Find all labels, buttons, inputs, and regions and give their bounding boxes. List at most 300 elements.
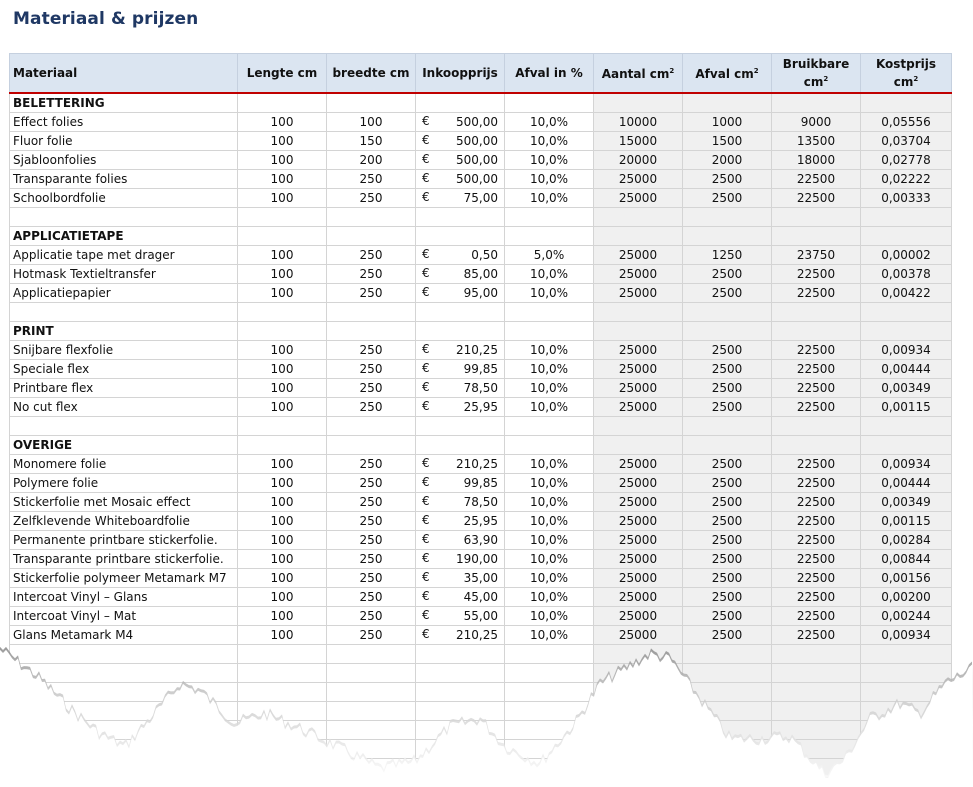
cell-inkoopprijs[interactable] <box>416 588 505 607</box>
cell-kostprijs[interactable]: 0,00200 <box>861 588 952 607</box>
table-cell[interactable] <box>505 436 594 455</box>
col-header-aantal[interactable] <box>594 54 683 94</box>
cell-breedte[interactable]: 150 <box>327 132 416 151</box>
cell-kostprijs[interactable]: 0,00444 <box>861 474 952 493</box>
col-header-afval-cm[interactable] <box>683 54 772 94</box>
cell-materiaal[interactable]: Snijbare flexfolie <box>10 341 238 360</box>
cell-aantal[interactable]: 25000 <box>594 512 683 531</box>
cell-afval-pct[interactable]: 10,0% <box>505 132 594 151</box>
cell-breedte[interactable]: 250 <box>327 626 416 645</box>
cell-breedte[interactable]: 250 <box>327 531 416 550</box>
cell-breedte[interactable]: 250 <box>327 512 416 531</box>
cell-afval-pct[interactable]: 10,0% <box>505 170 594 189</box>
cell-inkoopprijs[interactable] <box>416 113 505 132</box>
squared-mark: 2 <box>823 74 829 83</box>
section-title[interactable]: BELETTERING <box>10 93 238 113</box>
cell-materiaal[interactable]: Polymere folie <box>10 474 238 493</box>
cell-inkoopprijs[interactable] <box>416 189 505 208</box>
cell-breedte[interactable]: 250 <box>327 588 416 607</box>
table-cell[interactable] <box>238 93 327 113</box>
cell-aantal[interactable]: 25000 <box>594 398 683 417</box>
cell-aantal[interactable]: 25000 <box>594 607 683 626</box>
cell-afval-cm[interactable]: 2500 <box>683 569 772 588</box>
table-cell[interactable] <box>416 93 505 113</box>
cell-kostprijs[interactable]: 0,00378 <box>861 265 952 284</box>
table-cell[interactable] <box>772 93 861 113</box>
table-cell[interactable] <box>238 303 327 322</box>
cell-afval-pct[interactable]: 10,0% <box>505 265 594 284</box>
cell-breedte[interactable]: 250 <box>327 189 416 208</box>
table-row <box>10 265 952 284</box>
cell-aantal[interactable]: 25000 <box>594 284 683 303</box>
col-header-bruikbare-line1: Bruikbare <box>782 56 850 71</box>
cell-afval-pct[interactable]: 10,0% <box>505 626 594 645</box>
cell-breedte[interactable]: 250 <box>327 493 416 512</box>
cell-afval-cm[interactable]: 2500 <box>683 341 772 360</box>
cell-inkoopprijs[interactable] <box>416 246 505 265</box>
cell-afval-pct[interactable]: 10,0% <box>505 550 594 569</box>
cell-materiaal[interactable]: Fluor folie <box>10 132 238 151</box>
cell-inkoopprijs[interactable] <box>416 474 505 493</box>
table-cell[interactable] <box>683 417 772 436</box>
col-header-breedte[interactable]: breedte cm <box>327 54 416 94</box>
currency-symbol: € <box>422 190 430 204</box>
cell-afval-cm[interactable]: 2500 <box>683 455 772 474</box>
squared-mark: 2 <box>913 74 919 83</box>
currency-symbol: € <box>422 285 430 299</box>
cell-lengte[interactable]: 100 <box>238 626 327 645</box>
cell-aantal[interactable]: 25000 <box>594 455 683 474</box>
col-header-afval-pct[interactable]: Afval in % <box>505 54 594 94</box>
cell-materiaal[interactable]: Sjabloonfolies <box>10 151 238 170</box>
cell-bruikbaar[interactable]: 13500 <box>772 132 861 151</box>
cell-afval-cm[interactable]: 2500 <box>683 626 772 645</box>
table-cell[interactable] <box>505 93 594 113</box>
cell-lengte[interactable]: 100 <box>238 341 327 360</box>
cell-kostprijs[interactable]: 0,00333 <box>861 189 952 208</box>
cell-materiaal[interactable]: Applicatie tape met drager <box>10 246 238 265</box>
cell-kostprijs[interactable]: 0,00156 <box>861 569 952 588</box>
cell-materiaal[interactable]: Hotmask Textieltransfer <box>10 265 238 284</box>
cell-bruikbaar[interactable]: 22500 <box>772 284 861 303</box>
cell-lengte[interactable]: 100 <box>238 151 327 170</box>
cell-afval-cm[interactable]: 2500 <box>683 189 772 208</box>
cell-afval-pct[interactable]: 10,0% <box>505 588 594 607</box>
cell-bruikbaar[interactable]: 22500 <box>772 531 861 550</box>
cell-afval-cm[interactable]: 2500 <box>683 170 772 189</box>
cell-bruikbaar[interactable]: 22500 <box>772 360 861 379</box>
cell-afval-pct[interactable]: 10,0% <box>505 455 594 474</box>
table-cell[interactable] <box>594 227 683 246</box>
table-cell[interactable] <box>10 303 238 322</box>
cell-breedte[interactable]: 250 <box>327 360 416 379</box>
table-cell[interactable] <box>861 436 952 455</box>
cell-aantal[interactable]: 25000 <box>594 474 683 493</box>
table-cell[interactable] <box>861 208 952 227</box>
table-row <box>10 512 952 531</box>
cell-breedte[interactable]: 250 <box>327 398 416 417</box>
table-cell[interactable] <box>505 322 594 341</box>
cell-breedte[interactable]: 250 <box>327 474 416 493</box>
cell-bruikbaar[interactable]: 22500 <box>772 455 861 474</box>
cell-bruikbaar[interactable]: 9000 <box>772 113 861 132</box>
cell-materiaal[interactable]: No cut flex <box>10 398 238 417</box>
cell-aantal[interactable]: 25000 <box>594 360 683 379</box>
cell-kostprijs[interactable]: 0,02778 <box>861 151 952 170</box>
cell-kostprijs[interactable]: 0,00934 <box>861 455 952 474</box>
cell-breedte[interactable]: 100 <box>327 113 416 132</box>
cell-lengte[interactable]: 100 <box>238 132 327 151</box>
cell-breedte[interactable]: 250 <box>327 455 416 474</box>
cell-aantal[interactable]: 25000 <box>594 341 683 360</box>
cell-afval-pct[interactable]: 10,0% <box>505 569 594 588</box>
cell-aantal[interactable]: 25000 <box>594 626 683 645</box>
cell-bruikbaar[interactable]: 22500 <box>772 607 861 626</box>
cell-materiaal[interactable]: Printbare flex <box>10 379 238 398</box>
cell-aantal[interactable]: 25000 <box>594 493 683 512</box>
cell-lengte[interactable]: 100 <box>238 531 327 550</box>
cell-afval-pct[interactable]: 5,0% <box>505 246 594 265</box>
table-cell[interactable] <box>683 208 772 227</box>
cell-lengte[interactable]: 100 <box>238 398 327 417</box>
cell-materiaal[interactable]: Speciale flex <box>10 360 238 379</box>
section-title[interactable]: OVERIGE <box>10 436 238 455</box>
table-cell[interactable] <box>505 227 594 246</box>
table-cell[interactable] <box>861 417 952 436</box>
cell-kostprijs[interactable]: 0,00115 <box>861 398 952 417</box>
table-cell[interactable] <box>861 93 952 113</box>
cell-inkoopprijs[interactable] <box>416 550 505 569</box>
section-row <box>10 93 952 113</box>
cell-kostprijs[interactable]: 0,00349 <box>861 493 952 512</box>
table-row <box>10 531 952 550</box>
cell-bruikbaar[interactable]: 22500 <box>772 265 861 284</box>
cell-bruikbaar[interactable]: 18000 <box>772 151 861 170</box>
cell-aantal[interactable]: 25000 <box>594 550 683 569</box>
table-row <box>10 569 952 588</box>
currency-symbol: € <box>422 342 430 356</box>
cell-inkoopprijs[interactable] <box>416 607 505 626</box>
cell-materiaal[interactable]: Transparante printbare stickerfolie. <box>10 550 238 569</box>
col-header-inkoopprijs[interactable]: Inkoopprijs <box>416 54 505 94</box>
cell-inkoopprijs[interactable] <box>416 284 505 303</box>
cell-afval-pct[interactable]: 10,0% <box>505 531 594 550</box>
cell-inkoopprijs[interactable] <box>416 512 505 531</box>
cell-kostprijs[interactable]: 0,00934 <box>861 626 952 645</box>
cell-afval-cm[interactable]: 2500 <box>683 474 772 493</box>
table-cell[interactable] <box>416 303 505 322</box>
currency-symbol: € <box>422 570 430 584</box>
cell-lengte[interactable]: 100 <box>238 360 327 379</box>
cell-lengte[interactable]: 100 <box>238 474 327 493</box>
cell-afval-cm[interactable]: 2500 <box>683 284 772 303</box>
cell-breedte[interactable]: 250 <box>327 265 416 284</box>
cell-breedte[interactable]: 250 <box>327 246 416 265</box>
cell-inkoopprijs[interactable] <box>416 493 505 512</box>
cell-afval-cm[interactable]: 2500 <box>683 493 772 512</box>
cell-kostprijs[interactable]: 0,00844 <box>861 550 952 569</box>
cell-lengte[interactable]: 100 <box>238 569 327 588</box>
cell-kostprijs[interactable]: 0,05556 <box>861 113 952 132</box>
table-cell[interactable] <box>416 227 505 246</box>
table-cell[interactable] <box>505 208 594 227</box>
section-row <box>10 436 952 455</box>
cell-inkoopprijs[interactable] <box>416 151 505 170</box>
cell-materiaal[interactable]: Zelfklevende Whiteboardfolie <box>10 512 238 531</box>
cell-afval-cm[interactable]: 2500 <box>683 379 772 398</box>
cell-inkoopprijs[interactable] <box>416 132 505 151</box>
cell-afval-cm[interactable]: 1500 <box>683 132 772 151</box>
table-cell[interactable] <box>594 436 683 455</box>
table-cell[interactable] <box>683 227 772 246</box>
table-cell[interactable] <box>772 417 861 436</box>
cell-materiaal[interactable]: Transparante folies <box>10 170 238 189</box>
col-header-kostprijs[interactable] <box>861 54 952 94</box>
table-cell[interactable] <box>10 208 238 227</box>
cell-lengte[interactable]: 100 <box>238 607 327 626</box>
table-cell[interactable] <box>772 227 861 246</box>
cell-lengte[interactable]: 100 <box>238 512 327 531</box>
cell-afval-cm[interactable]: 2500 <box>683 360 772 379</box>
table-cell[interactable] <box>327 93 416 113</box>
table-cell[interactable] <box>594 303 683 322</box>
cell-afval-cm[interactable]: 2500 <box>683 531 772 550</box>
table-cell[interactable] <box>772 208 861 227</box>
cell-bruikbaar[interactable]: 22500 <box>772 341 861 360</box>
table-cell[interactable] <box>683 322 772 341</box>
cell-breedte[interactable]: 250 <box>327 379 416 398</box>
table-cell[interactable] <box>238 208 327 227</box>
cell-inkoopprijs[interactable] <box>416 455 505 474</box>
cell-lengte[interactable]: 100 <box>238 455 327 474</box>
table-cell[interactable] <box>861 227 952 246</box>
table-cell[interactable] <box>594 208 683 227</box>
cell-breedte[interactable]: 200 <box>327 151 416 170</box>
cell-lengte[interactable]: 100 <box>238 550 327 569</box>
table-cell[interactable] <box>594 417 683 436</box>
price-amount: 25,95 <box>463 514 498 528</box>
cell-aantal[interactable]: 25000 <box>594 265 683 284</box>
cell-aantal[interactable]: 25000 <box>594 170 683 189</box>
cell-inkoopprijs[interactable] <box>416 379 505 398</box>
cell-bruikbaar[interactable]: 22500 <box>772 588 861 607</box>
cell-afval-pct[interactable]: 10,0% <box>505 284 594 303</box>
cell-afval-pct[interactable]: 10,0% <box>505 398 594 417</box>
cell-aantal[interactable]: 25000 <box>594 246 683 265</box>
cell-lengte[interactable]: 100 <box>238 588 327 607</box>
cell-aantal[interactable]: 25000 <box>594 569 683 588</box>
cell-afval-cm[interactable]: 2500 <box>683 398 772 417</box>
cell-afval-cm[interactable]: 2500 <box>683 607 772 626</box>
table-cell[interactable] <box>238 322 327 341</box>
cell-kostprijs[interactable]: 0,00422 <box>861 284 952 303</box>
cell-lengte[interactable]: 100 <box>238 284 327 303</box>
cell-inkoopprijs[interactable] <box>416 170 505 189</box>
table-cell[interactable] <box>594 322 683 341</box>
cell-inkoopprijs[interactable] <box>416 341 505 360</box>
cell-afval-pct[interactable]: 10,0% <box>505 512 594 531</box>
cell-bruikbaar[interactable]: 22500 <box>772 398 861 417</box>
table-cell[interactable] <box>772 436 861 455</box>
table-cell[interactable] <box>10 417 238 436</box>
currency-symbol: € <box>422 152 430 166</box>
cell-materiaal[interactable]: Schoolbordfolie <box>10 189 238 208</box>
currency-symbol: € <box>422 171 430 185</box>
cell-afval-pct[interactable]: 10,0% <box>505 151 594 170</box>
cell-aantal[interactable]: 20000 <box>594 151 683 170</box>
currency-symbol: € <box>422 247 430 261</box>
cell-aantal[interactable]: 25000 <box>594 588 683 607</box>
cell-lengte[interactable]: 100 <box>238 246 327 265</box>
cell-afval-pct[interactable]: 10,0% <box>505 341 594 360</box>
table-cell[interactable] <box>416 208 505 227</box>
cell-kostprijs[interactable]: 0,00444 <box>861 360 952 379</box>
cell-aantal[interactable]: 10000 <box>594 113 683 132</box>
currency-symbol: € <box>422 608 430 622</box>
cell-breedte[interactable]: 250 <box>327 170 416 189</box>
cell-aantal[interactable]: 25000 <box>594 379 683 398</box>
table-cell[interactable] <box>683 436 772 455</box>
price-amount: 210,25 <box>456 628 498 642</box>
cell-inkoopprijs[interactable] <box>416 569 505 588</box>
table-cell[interactable] <box>327 208 416 227</box>
table-cell[interactable] <box>594 93 683 113</box>
cell-afval-pct[interactable]: 10,0% <box>505 189 594 208</box>
table-cell[interactable] <box>416 417 505 436</box>
table-cell[interactable] <box>505 417 594 436</box>
cell-kostprijs[interactable]: 0,00284 <box>861 531 952 550</box>
cell-afval-cm[interactable]: 1000 <box>683 113 772 132</box>
cell-lengte[interactable]: 100 <box>238 113 327 132</box>
table-cell[interactable] <box>327 303 416 322</box>
cell-aantal[interactable]: 15000 <box>594 132 683 151</box>
table-cell[interactable] <box>238 227 327 246</box>
cell-kostprijs[interactable]: 0,00244 <box>861 607 952 626</box>
table-row <box>10 493 952 512</box>
table-cell[interactable] <box>238 436 327 455</box>
cell-afval-cm[interactable]: 2500 <box>683 588 772 607</box>
table-cell[interactable] <box>683 303 772 322</box>
table-cell[interactable] <box>327 227 416 246</box>
cell-lengte[interactable]: 100 <box>238 379 327 398</box>
cell-breedte[interactable]: 250 <box>327 550 416 569</box>
table-row <box>10 550 952 569</box>
cell-breedte[interactable]: 250 <box>327 569 416 588</box>
cell-aantal[interactable]: 25000 <box>594 189 683 208</box>
cell-bruikbaar[interactable]: 22500 <box>772 550 861 569</box>
cell-breedte[interactable]: 250 <box>327 607 416 626</box>
cell-kostprijs[interactable]: 0,00349 <box>861 379 952 398</box>
table-cell[interactable] <box>861 303 952 322</box>
table-cell[interactable] <box>327 436 416 455</box>
cell-breedte[interactable]: 250 <box>327 341 416 360</box>
cell-bruikbaar[interactable]: 23750 <box>772 246 861 265</box>
col-header-materiaal[interactable]: Materiaal <box>10 54 238 94</box>
cell-inkoopprijs[interactable] <box>416 531 505 550</box>
section-title[interactable]: PRINT <box>10 322 238 341</box>
cell-materiaal[interactable]: Glans Metamark M4 <box>10 626 238 645</box>
cell-afval-cm[interactable]: 2500 <box>683 550 772 569</box>
cell-bruikbaar[interactable]: 22500 <box>772 189 861 208</box>
cell-inkoopprijs[interactable] <box>416 360 505 379</box>
price-amount: 99,85 <box>463 362 498 376</box>
section-title[interactable]: APPLICATIETAPE <box>10 227 238 246</box>
table-row <box>10 607 952 626</box>
cell-afval-pct[interactable]: 10,0% <box>505 607 594 626</box>
cell-afval-pct[interactable]: 10,0% <box>505 474 594 493</box>
cell-bruikbaar[interactable]: 22500 <box>772 512 861 531</box>
cell-bruikbaar[interactable]: 22500 <box>772 626 861 645</box>
table-cell[interactable] <box>327 322 416 341</box>
table-cell[interactable] <box>327 417 416 436</box>
cell-afval-cm[interactable]: 2500 <box>683 512 772 531</box>
cell-bruikbaar[interactable]: 22500 <box>772 379 861 398</box>
cell-materiaal[interactable]: Applicatiepapier <box>10 284 238 303</box>
cell-materiaal[interactable]: Permanente printbare stickerfolie. <box>10 531 238 550</box>
cell-bruikbaar[interactable]: 22500 <box>772 474 861 493</box>
squared-mark: 2 <box>669 67 675 75</box>
currency-symbol: € <box>422 532 430 546</box>
table-cell[interactable] <box>416 322 505 341</box>
cell-aantal[interactable]: 25000 <box>594 531 683 550</box>
cell-materiaal[interactable]: Monomere folie <box>10 455 238 474</box>
cell-materiaal[interactable]: Stickerfolie met Mosaic effect <box>10 493 238 512</box>
cell-breedte[interactable]: 250 <box>327 284 416 303</box>
cell-bruikbaar[interactable]: 22500 <box>772 493 861 512</box>
currency-symbol: € <box>422 627 430 641</box>
table-row <box>10 170 952 189</box>
cell-afval-pct[interactable]: 10,0% <box>505 493 594 512</box>
torn-edge-fill <box>0 650 973 787</box>
section-row <box>10 227 952 246</box>
cell-lengte[interactable]: 100 <box>238 189 327 208</box>
cell-afval-cm[interactable]: 2000 <box>683 151 772 170</box>
cell-afval-cm[interactable]: 2500 <box>683 265 772 284</box>
table-cell[interactable] <box>772 322 861 341</box>
price-amount: 99,85 <box>463 476 498 490</box>
table-cell[interactable] <box>238 417 327 436</box>
cell-lengte[interactable]: 100 <box>238 493 327 512</box>
cell-kostprijs[interactable]: 0,00934 <box>861 341 952 360</box>
cell-kostprijs[interactable]: 0,00115 <box>861 512 952 531</box>
cell-lengte[interactable]: 100 <box>238 265 327 284</box>
cell-kostprijs[interactable]: 0,00002 <box>861 246 952 265</box>
table-cell[interactable] <box>416 436 505 455</box>
cell-kostprijs[interactable]: 0,03704 <box>861 132 952 151</box>
cell-afval-pct[interactable]: 10,0% <box>505 360 594 379</box>
cell-materiaal[interactable]: Intercoat Vinyl – Glans <box>10 588 238 607</box>
table-cell[interactable] <box>861 322 952 341</box>
cell-materiaal[interactable]: Intercoat Vinyl – Mat <box>10 607 238 626</box>
col-header-lengte[interactable]: Lengte cm <box>238 54 327 94</box>
cell-bruikbaar[interactable]: 22500 <box>772 170 861 189</box>
cell-inkoopprijs[interactable] <box>416 398 505 417</box>
cell-inkoopprijs[interactable] <box>416 265 505 284</box>
cell-kostprijs[interactable]: 0,02222 <box>861 170 952 189</box>
table-cell[interactable] <box>683 93 772 113</box>
table-cell[interactable] <box>505 303 594 322</box>
cell-afval-cm[interactable]: 1250 <box>683 246 772 265</box>
cell-afval-pct[interactable]: 10,0% <box>505 379 594 398</box>
table-row <box>10 151 952 170</box>
col-header-bruikbare[interactable] <box>772 54 861 94</box>
table-cell[interactable] <box>772 303 861 322</box>
cell-materiaal[interactable]: Stickerfolie polymeer Metamark M7 <box>10 569 238 588</box>
cell-materiaal[interactable]: Effect folies <box>10 113 238 132</box>
cell-lengte[interactable]: 100 <box>238 170 327 189</box>
cell-afval-pct[interactable]: 10,0% <box>505 113 594 132</box>
cell-bruikbaar[interactable]: 22500 <box>772 569 861 588</box>
